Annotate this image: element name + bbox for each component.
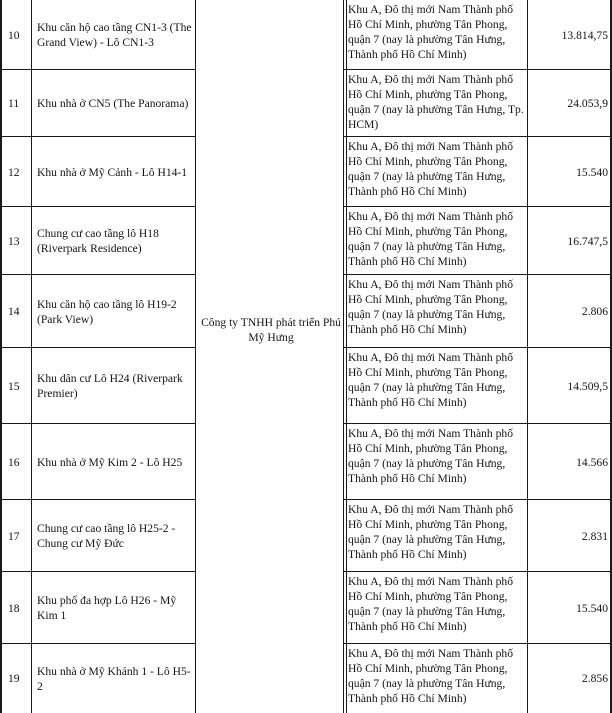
row-separator bbox=[0, 423, 195, 424]
row-number: 14 bbox=[8, 305, 20, 318]
row-number: 18 bbox=[8, 601, 20, 615]
column-divider bbox=[346, 0, 347, 713]
row-number: 11 bbox=[8, 97, 20, 110]
row-separator bbox=[0, 274, 195, 275]
row-separator bbox=[0, 571, 195, 572]
project-name: Khu nhà ở Mỹ Cảnh - Lô H14-1 bbox=[37, 165, 188, 179]
developer-company: Công ty TNHH phát triển Phú Mỹ Hưng bbox=[201, 316, 341, 344]
row-number: 12 bbox=[8, 165, 20, 179]
row-separator bbox=[343, 499, 612, 500]
row-number: 15 bbox=[8, 379, 20, 393]
project-location: Khu A, Đô thị mới Nam Thành phố Hồ Chí Minh, phường Tân Phong, quận 7 (nay là phường Tân Hưng, Thành phố Hồ Chí Minh) bbox=[348, 140, 514, 198]
row-separator bbox=[0, 206, 195, 207]
project-location: Khu A, Đô thị mới Nam Thành phố Hồ Chí Minh, phường Tân Phong, quận 7 (nay là phường Tân Hưng, Thành phố Hồ Chí Minh) bbox=[348, 575, 514, 633]
row-separator bbox=[343, 274, 612, 275]
project-location: Khu A, Đô thị mới Nam Thành phố Hồ Chí Minh, phường Tân Phong, quận 7 (nay là phường Tân Hưng, Thành phố Hồ Chí Minh) bbox=[348, 503, 514, 561]
project-name: Khu căn hộ cao tầng lô H19-2 (Park View) bbox=[37, 297, 177, 326]
project-area: 15.540 bbox=[576, 601, 608, 615]
project-location: Khu A, Đô thị mới Nam Thành phố Hồ Chí Minh, phường Tân Phong, quận 7 (nay là phường Tân Hưng, Thành phố Hồ Chí Minh) bbox=[348, 3, 514, 61]
row-separator bbox=[343, 136, 612, 137]
project-name: Khu nhà ở Mỹ Khánh 1 - Lô H5-2 bbox=[37, 664, 191, 693]
project-location: Khu A, Đô thị mới Nam Thành phố Hồ Chí Minh, phường Tân Phong, quận 7 (nay là phường Tân Hưng, Thành phố Hồ Chí Minh) bbox=[348, 210, 514, 268]
row-number: 19 bbox=[8, 672, 20, 685]
project-area: 14.566 bbox=[576, 455, 608, 469]
row-separator bbox=[343, 643, 612, 644]
project-area: 2.856 bbox=[581, 672, 608, 685]
project-name: Khu nhà ở CN5 (The Panorama) bbox=[37, 97, 189, 110]
project-location: Khu A, Đô thị mới Nam Thành phố Hồ Chí Minh, phường Tân Phong, quận 7 (nay là phường Tân Hưng, Thành phố Hồ Chí Minh) bbox=[348, 647, 514, 705]
table-border-left bbox=[0, 0, 2, 713]
project-location: Khu A, Đô thị mới Nam Thành phố Hồ Chí Minh, phường Tân Phong, quận 7 (nay là phường Tân Hưng, Tp. HCM) bbox=[348, 73, 524, 131]
project-location: Khu A, Đô thị mới Nam Thành phố Hồ Chí Minh, phường Tân Phong, quận 7 (nay là phường Tân Hưng, Thành phố Hồ Chí Minh) bbox=[348, 351, 514, 409]
project-name: Chung cư cao tầng lô H18 (Riverpark Residence) bbox=[37, 227, 159, 255]
project-area: 2.831 bbox=[581, 529, 608, 543]
row-separator bbox=[0, 347, 195, 348]
column-divider bbox=[31, 0, 32, 713]
project-area: 13.814,75 bbox=[561, 28, 608, 42]
row-number: 16 bbox=[8, 455, 20, 469]
project-name: Khu phố đa hợp Lô H26 - Mỹ Kim 1 bbox=[37, 594, 177, 622]
project-location: Khu A, Đô thị mới Nam Thành phố Hồ Chí Minh, phường Tân Phong, quận 7 (nay là phường Tân Hưng, Thành phố Hồ Chí Minh) bbox=[348, 427, 514, 485]
row-separator bbox=[0, 136, 195, 137]
project-area: 24.053,9 bbox=[567, 97, 608, 110]
project-area: 14.509,5 bbox=[567, 379, 608, 393]
project-name: Khu căn hộ cao tầng CN1-3 (The Grand View) - Lô CN1-3 bbox=[37, 21, 192, 49]
row-separator bbox=[343, 423, 612, 424]
row-separator bbox=[343, 69, 612, 70]
project-area: 16.747,5 bbox=[567, 234, 608, 248]
project-name: Khu dân cư Lô H24 (Riverpark Premier) bbox=[37, 372, 183, 400]
project-area: 15.540 bbox=[576, 165, 608, 179]
row-separator bbox=[0, 69, 195, 70]
project-area: 2.806 bbox=[581, 305, 608, 318]
row-number: 17 bbox=[8, 529, 20, 543]
row-separator bbox=[0, 643, 195, 644]
row-number: 10 bbox=[8, 28, 20, 42]
row-number: 13 bbox=[8, 234, 20, 248]
column-divider bbox=[195, 0, 196, 713]
row-separator bbox=[343, 571, 612, 572]
row-separator bbox=[343, 206, 612, 207]
row-separator bbox=[0, 499, 195, 500]
project-location: Khu A, Đô thị mới Nam Thành phố Hồ Chí Minh, phường Tân Phong, quận 7 (nay là phường Tân Hưng, Thành phố Hồ Chí Minh) bbox=[348, 278, 514, 336]
row-separator bbox=[343, 347, 612, 348]
project-name: Chung cư cao tầng lô H25-2 - Chung cư Mỹ Đức bbox=[37, 522, 176, 550]
project-name: Khu nhà ở Mỹ Kim 2 - Lô H25 bbox=[37, 455, 183, 469]
